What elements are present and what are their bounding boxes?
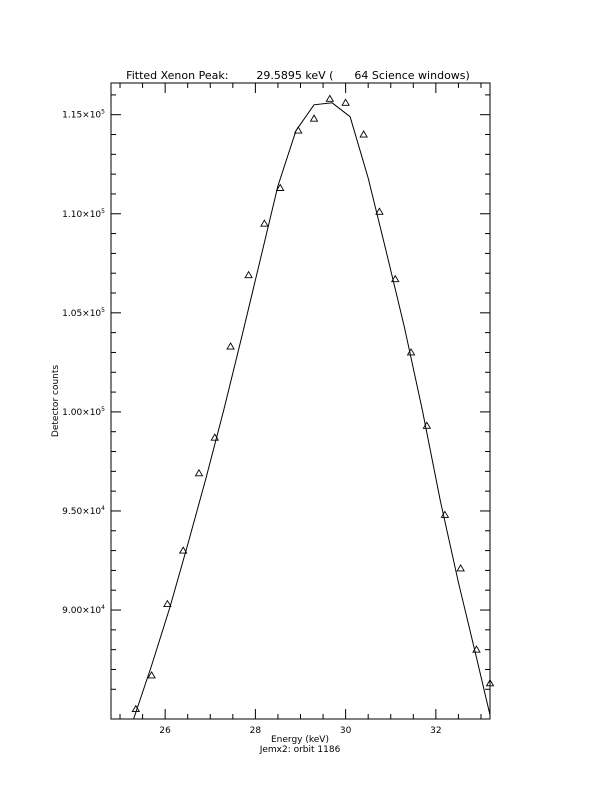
x-tick-label: 28 [249,726,262,736]
data-point-triangle [227,343,234,349]
x-axis-label: Energy (keV) [271,735,329,745]
data-point-triangle [245,272,252,278]
y-tick-label: $1.00\times 10^5$ [62,405,105,418]
plot-frame [111,83,490,719]
y-tick-label: $1.05\times 10^5$ [62,306,105,319]
fit-curve-line [134,103,490,719]
x-tick-label: 32 [430,726,442,736]
data-point-triangle [457,565,464,571]
data-point-triangle [408,349,415,355]
orbit-caption: Jemx2: orbit 1186 [259,745,341,755]
data-point-triangle [311,115,318,121]
y-tick-label: $9.50\times 10^4$ [62,504,105,517]
axis-ticks [111,83,490,719]
y-tick-label: $9.00\times 10^4$ [62,604,105,617]
y-axis-label: Detector counts [51,364,61,438]
data-point-triangle [360,131,367,137]
y-tick-label: $1.15\times 10^5$ [62,108,105,121]
x-tick-label: 30 [339,726,352,736]
x-tick-label: 26 [159,726,171,736]
y-tick-labels [62,109,105,616]
data-point-triangle [195,470,202,476]
data-point-triangle [326,95,333,101]
y-tick-label: $1.10\times 10^5$ [62,207,105,220]
data-points [132,95,493,711]
data-point-triangle [261,220,268,226]
data-point-triangle [342,99,349,105]
chart-title: Fitted Xenon Peak: 29.5895 keV ( 64 Science windows) [126,69,470,82]
data-point-triangle [423,422,430,428]
